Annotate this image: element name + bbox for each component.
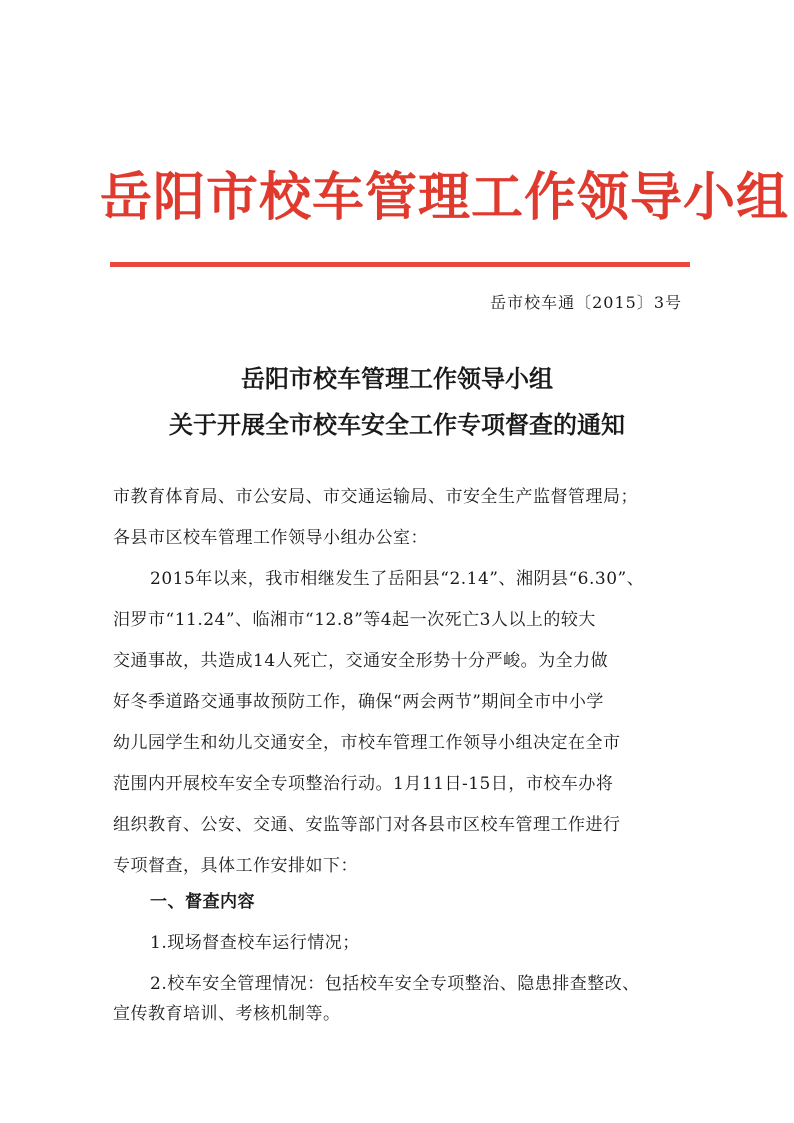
paragraph-line: 范围内开展校车安全专项整治行动。1月11日-15日，市校车办将 — [113, 774, 614, 794]
list-item-continuation: 宣传教育培训、考核机制等。 — [113, 1004, 341, 1024]
paragraph-line: 交通事故，共造成14人死亡，交通安全形势十分严峻。为全力做 — [113, 651, 609, 671]
paragraph-line: 组织教育、公安、交通、安监等部门对各县市区校车管理工作进行 — [113, 815, 621, 835]
document-number: 岳市校车通〔2015〕3号 — [490, 293, 682, 312]
letterhead-red-rule — [110, 262, 690, 267]
letterhead-title: 岳阳市校车管理工作领导小组 — [100, 167, 790, 228]
section-heading: 一、督查内容 — [150, 892, 255, 912]
paragraph-line: 汨罗市“11.24”、临湘市“12.8”等4起一次死亡3人以上的较大 — [113, 610, 596, 630]
recipients-line-1: 市教育体育局、市公安局、市交通运输局、市安全生产监督管理局； — [113, 487, 638, 507]
document-title-line-2: 关于开展全市校车安全工作专项督查的通知 — [169, 410, 625, 439]
list-item: 1.现场督查校车运行情况； — [150, 933, 360, 953]
list-item: 2.校车安全管理情况：包括校车安全专项整治、隐患排查整改、 — [150, 974, 640, 994]
paragraph-line: 好冬季道路交通事故预防工作，确保“两会两节”期间全市中小学 — [113, 692, 604, 712]
document-title-line-1: 岳阳市校车管理工作领导小组 — [241, 364, 553, 393]
paragraph-line: 2015年以来，我市相继发生了岳阳县“2.14”、湘阴县“6.30”、 — [150, 569, 645, 589]
paragraph-line: 幼儿园学生和幼儿交通安全，市校车管理工作领导小组决定在全市 — [113, 733, 621, 753]
recipients-line-2: 各县市区校车管理工作领导小组办公室： — [113, 528, 428, 548]
paragraph-line: 专项督查，具体工作安排如下： — [113, 856, 358, 876]
